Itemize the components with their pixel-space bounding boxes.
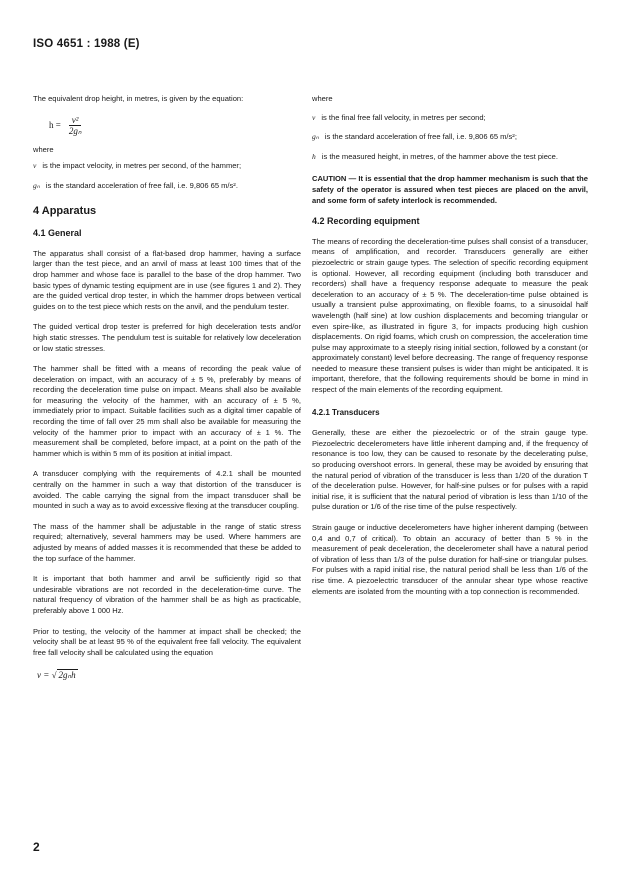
paragraph: Prior to testing, the velocity of the hammer at impact shall be checked; the velocity shall be at least 95 % of the equivalent free fall velocity. The equivalent free fall velocity shall be calculated using the equation — [33, 626, 301, 657]
drop-height-equation — [49, 115, 301, 137]
paragraph: The mass of the hammer shall be adjustable in the range of static stress required; alternatively, several hammers may be used. Where hammers are adjusted by means of added masses it is recommended that these be added to the top surface of the hammer. — [33, 521, 301, 563]
definition-g: gₙ is the standard acceleration of free fall, i.e. 9,806 65 m/s²; — [312, 132, 517, 142]
equation-fraction — [66, 115, 85, 137]
equation-numerator: v² — [69, 115, 82, 127]
definition-v: v is the impact velocity, in metres per second, of the hammer; — [33, 161, 242, 171]
paragraph: It is important that both hammer and anvil be sufficiently rigid so that undesirable vibrations are not recorded in the deceleration-time curve. The natural frequency of vibration of the hammer shall be as high as practicable, preferably above 1 000 Hz. — [33, 574, 301, 615]
paragraph: The means of recording the deceleration-time pulses shall consist of a transducer, means of amplification, and recorder. Transducers generally are either piezoelectric or strain gauge types. The selection of specific recording equipment is optional. However, all recording equipment (including both transducer and recorders) shall have a frequency response adequate to measure the peak deceleration to an accuracy of ± 5 %. The deceleration-time pulse obtained is usually a transient pulse approximating, on flexible foams, to a sinusoidal half wavelength (half sine) at low cushion displacements and becoming triangular or even spire-like, as illustrated in figure 3, for impacts producing high cushion displacements. On rigid foams, which crush on compression, the acceleration time pulse may approximate to a steeply rising initial section, followed by a constant (or approximately constant) level before decreasing. The range of frequency response needed to measure these transient pulses is wider than might be anticipated. It is important, therefore, that the following requirements should be borne in mind in respect of the main elements of the recording equipment. — [312, 236, 588, 395]
caution-notice: CAUTION — It is essential that the drop hammer mechanism is such that the safety of the operator is assured when test pieces are placed on the anvil, and some form of safety interlock is recommended. — [312, 174, 588, 205]
definition-v-final: v is the final free fall velocity, in metres per second; — [312, 112, 486, 122]
equation-lhs: h = — [49, 120, 61, 131]
section-heading-4-2: 4.2 Recording equipment — [312, 216, 420, 227]
section-heading-4: 4 Apparatus — [33, 204, 97, 217]
paragraph: The guided vertical drop tester is preferred for high deceleration tests and/or high static stresses. The pendulum test is suitable for relatively low deceleration or low static stresses. — [33, 322, 301, 353]
section-heading-4-2-1: 4.2.1 Transducers — [312, 407, 380, 417]
velocity-equation — [37, 670, 301, 681]
where-label: where — [312, 94, 333, 103]
paragraph: A transducer complying with the requirements of 4.2.1 shall be mounted centrally on the hammer in such a way that distortion of the transducer is avoided. The cable carrying the signal from the impact transducer shall be mounted in such a way as to avoid excessive flexing at the transducer coupling. — [33, 469, 301, 511]
paragraph: Generally, these are either the piezoelectric or of the strain gauge type. Piezoelectric decelerometers have little inherent damping and, if the frequency of resonance is too low, they can be caused to resonate by the decelerating pulse, so producing overshoot errors. In general, these may be avoided by ensuring that the natural period of vibration of the transducer is less than 1/20 of the duration T of the deceleration pulse. However, for half-sine pulses or for pulses with a rapid initial rise, it is sufficient that the natural period of vibration is less than 1/10 of the pulse duration or 1/6 of the rise time of the pulse respectively. — [312, 428, 588, 512]
velocity-equation-lhs: v = — [37, 670, 50, 681]
sqrt-symbol: √ — [51, 670, 57, 681]
where-label: where — [33, 144, 54, 154]
document-header: ISO 4651 : 1988 (E) — [33, 38, 140, 50]
paragraph: The apparatus shall consist of a flat-based drop hammer, having a surface larger than the test piece, and an anvil of mass at least 100 times that of the drop hammer and whose face is parallel to the base of the drop hammer. Two basic types of dynamic testing equipment are in use (see figures 1 and 2). They are the guided vertical drop tester, in which the hammer drops between vertical guides on to the test piece which rests on the anvil, and the pendulum tester. — [33, 248, 301, 311]
paragraph: The hammer shall be fitted with a means of recording the peak value of deceleration on impact, with an accuracy of ± 5 %, preferably by means of recording the deceleration time pulse on impact. Means shall also be available for measuring the velocity of the hammer, with an accuracy of ± 5 %, immediately prior to impact. Suitable facilities such as a digital timer capable of recording the time of fall over 25 mm shall also be available for measuring the velocity of the hammer prior to impact with an accuracy of ± 1 %. The measurement shall be completed, before impact, at a point on the path of the hammer which is within 5 mm of its position at initial impact. — [33, 364, 301, 458]
left-column — [33, 94, 301, 681]
right-column — [312, 94, 588, 607]
equation-denominator: 2gₙ — [68, 126, 82, 137]
definition-h: h is the measured height, in metres, of the hammer above the test piece. — [312, 151, 558, 161]
paragraph: Strain gauge or inductive decelerometers have higher inherent damping (between 0,4 and 0,7 of critical). To obtain an accuracy of better than 5 % in the measurement of peak deceleration, the decelerometer shall have a natural period of vibration of less than 1/3 of the pulse duration for half-sine or triangular pulses. For pulses with a rapid initial rise, the natural period shall be less than 1/6 of the rise time. A piezoelectric transducer of the annular shear type whose reactive elements are isolated from the mounting with a top connection is recommended. — [312, 523, 588, 596]
page-number: 2 — [33, 840, 40, 854]
intro-text: The equivalent drop height, in metres, is given by the equation: — [33, 94, 244, 103]
section-heading-4-1: 4.1 General — [33, 228, 82, 239]
velocity-equation-radicand: 2gₙh — [58, 670, 76, 681]
definition-g: gₙ is the standard acceleration of free fall, i.e. 9,806 65 m/s². — [33, 180, 238, 190]
